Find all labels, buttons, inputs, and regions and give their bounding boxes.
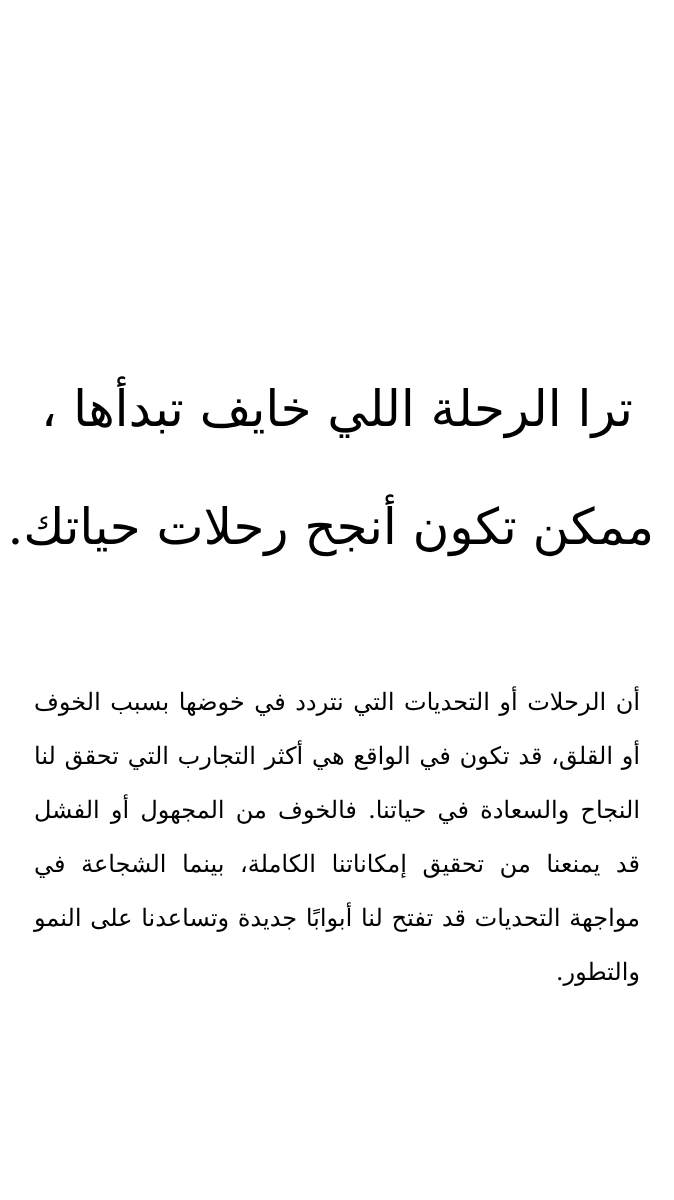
quote-heading (7, 350, 654, 586)
explanation-paragraph: أن الرحلات أو التحديات التي نتردد في خوضها بسبب الخوف أو القلق، قد تكون في الواقع هي أكثر التجارب التي تحقق لنا النجاح والسعادة في حياتنا. فالخوف من المجهول أو الفشل قد يمنعنا من تحقيق إمكاناتنا الكاملة، بينما الشجاعة في مواجهة التحديات قد تفتح لنا أبوابًا جديدة وتساعدنا على النمو والتطور. (34, 688, 640, 986)
quote-line-1: ترا الرحلة اللي خايف تبدأها ، (41, 380, 633, 438)
quote-line-2: ممكن تكون أنجح رحلات حياتك. (7, 498, 654, 556)
